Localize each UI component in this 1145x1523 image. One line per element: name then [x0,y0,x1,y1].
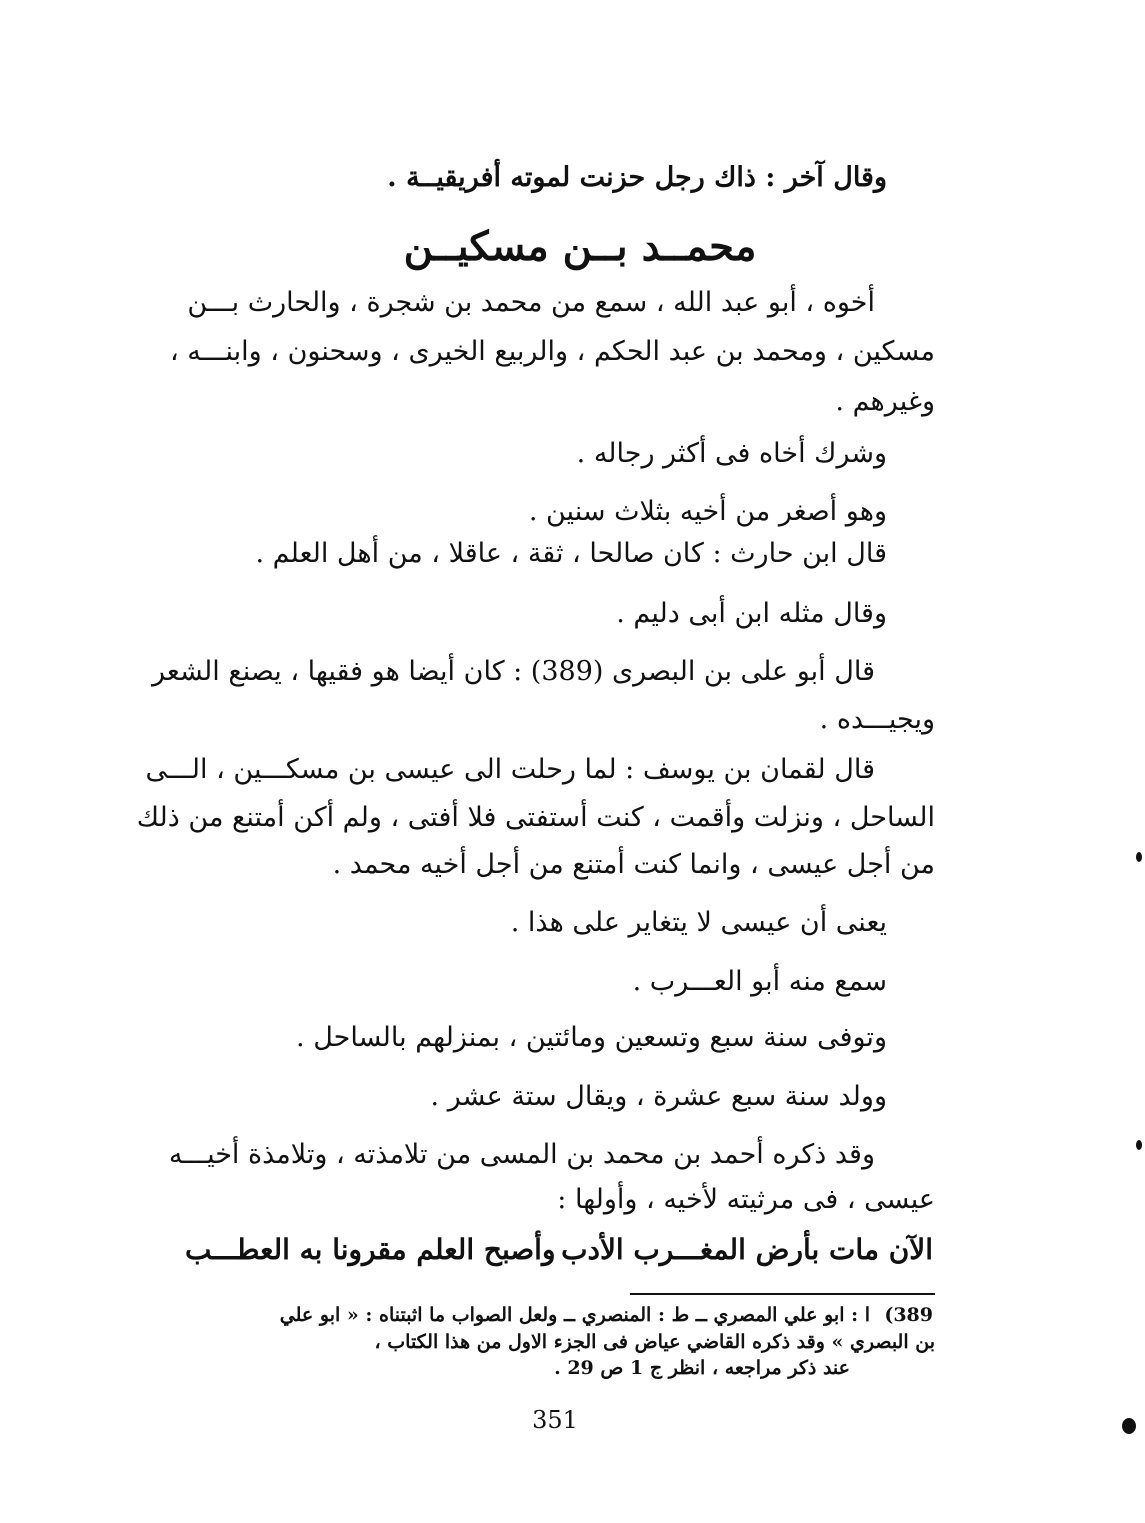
section-heading: محمــد بــن مسكيــن [403,223,757,270]
footnote-divider [630,1293,935,1295]
body-line: عيسى ، فى مرثيته لأخيه ، وأولها : [557,1184,935,1215]
body-line: وغيرهم . [835,386,935,417]
body-line: أخوه ، أبو عبد الله ، سمع من محمد بن شجرة ، والحارث بـــن [187,287,875,318]
poem-second-hemistich: وأصبح العلم مقرونا به العطـــب [185,1233,556,1266]
body-line: قال لقمان بن يوسف : لما رحلت الى عيسى بن مسكـــين ، الـــى [145,754,875,785]
footnote-line: ا : ابو علي المصري ــ ط : المنصري ــ ولعل الصواب ما اثبتناه : « ابو علي [279,1304,870,1326]
body-line: وتوفى سنة سبع وتسعين ومائتين ، بمنزلهم بالساحل . [296,1022,887,1053]
body-line: قال أبو على بن البصرى (389) : كان أيضا هو فقيها ، يصنع الشعر [152,656,875,687]
body-line: وهو أصغر من أخيه بثلاث سنين . [528,496,887,527]
scan-mark [1136,1140,1142,1150]
footnote-line: بن البصري » وقد ذكره القاضي عياض فى الجزء الاول من هذا الكتاب ، [374,1331,935,1353]
body-line: ويجيـــده . [819,704,935,735]
poem-first-hemistich: الآن مات بأرض المغـــرب الأدب [561,1233,933,1266]
top-line: وقال آخر : ذاك رجل حزنت لموته أفريقيــة . [387,162,887,193]
body-line: وولد سنة سبع عشرة ، ويقال ستة عشر . [430,1081,887,1112]
body-line: من أجل عيسى ، وانما كنت أمتنع من أجل أخيه محمد . [332,849,935,880]
body-line: وشرك أخاه فى أكثر رجاله . [576,438,887,469]
footnote-line: عند ذكر مراجعه ، انظر ج 1 ص 29 . [554,1357,850,1379]
scan-mark [1136,852,1142,862]
body-line: سمع منه أبو العـــرب . [632,966,887,997]
body-line: وقد ذكره أحمد بن محمد بن المسى من تلامذته ، وتلامذة أخيـــه [168,1139,875,1170]
body-line: مسكين ، ومحمد بن عبد الحكم ، والربيع الخيرى ، وسحنون ، وابنـــه ، [169,336,935,367]
body-line: قال ابن حارث : كان صالحا ، ثقة ، عاقلا ، من أهل العلم . [255,538,887,569]
scan-mark [1122,1418,1136,1434]
body-line: يعنى أن عيسى لا يتغاير على هذا . [510,907,887,938]
body-line: وقال مثله ابن أبى دليم . [616,598,887,629]
body-line: الساحل ، ونزلت وأقمت ، كنت أستفتى فلا أفتى ، ولم أكن أمتنع من ذلك [136,802,935,833]
page-number: 351 [532,1406,578,1434]
footnote-number: 389) [884,1304,933,1326]
